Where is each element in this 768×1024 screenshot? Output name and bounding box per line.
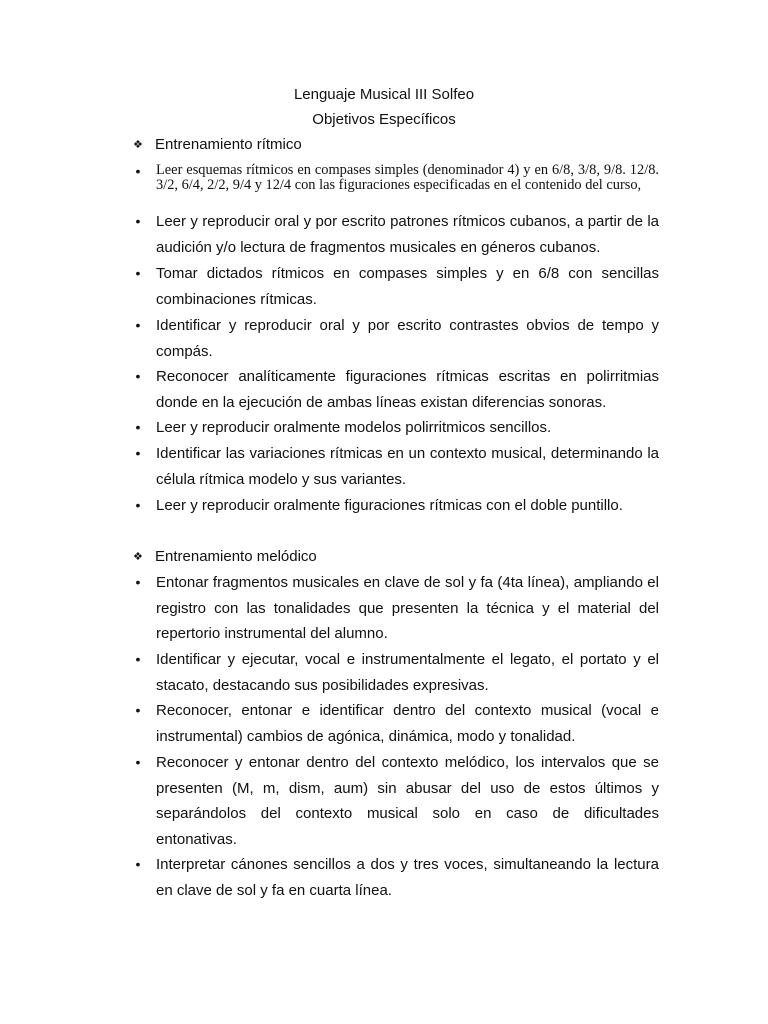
bullet-icon: • [135,163,141,179]
document-subtitle: Objetivos Específicos [312,111,456,128]
list-item-text: Leer y reproducir oralmente figuraciones rítmicas con el doble puntillo. [156,497,623,514]
document-title: Lenguaje Musical III Solfeo [293,86,475,103]
list-item [133,493,659,519]
bullet-icon: • [135,651,141,667]
bullet-icon: • [135,213,141,229]
list-item [133,415,659,441]
list-item-text: Tomar dictados rítmicos en compases simples y en 6/8 con sencillas combinaciones rítmicas. [156,265,659,308]
list-item-text: Reconocer analíticamente figuraciones rítmicas escritas en polirritmias donde en la ejecución de ambas líneas existan diferencias sonoras. [156,368,659,411]
list-item-text: Reconocer y entonar dentro del contexto melódico, los intervalos que se presenten (M, m, dism, aum) sin abusar del uso de estos últimos y separándolos del contexto musical solo en caso de dificultades entonativas. [156,754,659,848]
list-item [133,750,659,852]
bullet-icon: • [135,419,141,435]
list-item [133,163,659,193]
bullet-icon: • [135,445,141,461]
list-item-text: Entonar fragmentos musicales en clave de sol y fa (4ta línea), ampliando el registro con las tonalidades que presenten la técnica y el material del repertorio instrumental del alumno. [156,574,659,642]
list-item-text: Identificar y reproducir oral y por escrito contrastes obvios de tempo y compás. [156,317,659,360]
list-item-text: Interpretar cánones sencillos a dos y tres voces, simultaneando la lectura en clave de sol y fa en cuarta línea. [156,856,659,899]
list-item-text: Identificar y ejecutar, vocal e instrumentalmente el legato, el portato y el stacato, destacando sus posibilidades expresivas. [156,651,659,694]
section-heading-ritmico [133,136,302,154]
list-item [133,570,659,647]
list-item [133,852,659,903]
list-item [133,261,659,312]
list-item [133,364,659,415]
bullet-icon: • [135,265,141,281]
list-item [133,209,659,260]
list-item [133,313,659,364]
list-item-text: Leer esquemas rítmicos en compases simples (denominador 4) y en 6/8, 3/8, 9/8. 12/8. 3/2, 6/4, 2/2, 9/4 y 12/4 con las figuraciones especificadas en el contenido del curso, [156,162,659,193]
section-heading-melodico [133,548,317,566]
bullet-icon: • [135,317,141,333]
section-heading-label: Entrenamiento melódico [155,548,317,565]
list-item [133,698,659,749]
bullet-icon: • [135,754,141,770]
bullet-icon: • [135,574,141,590]
list-item-text: Identificar las variaciones rítmicas en un contexto musical, determinando la célula rítmica modelo y sus variantes. [156,445,659,488]
list-item-text: Leer y reproducir oralmente modelos polirritmicos sencillos. [156,419,552,436]
bullet-icon: • [135,702,141,718]
bullet-icon: • [135,497,141,513]
bullet-icon: • [135,856,141,872]
bullet-icon: • [135,368,141,384]
list-item [133,647,659,698]
section-heading-label: Entrenamiento rítmico [155,136,302,153]
diamond-bullet-icon: ❖ [133,139,143,151]
list-item-text: Reconocer, entonar e identificar dentro del contexto musical (vocal e instrumental) cambios de agónica, dinámica, modo y tonalidad. [156,702,659,745]
list-item [133,441,659,492]
list-item-text: Leer y reproducir oral y por escrito patrones rítmicos cubanos, a partir de la audición y/o lectura de fragmentos musicales en géneros cubanos. [156,213,659,256]
diamond-bullet-icon: ❖ [133,551,143,563]
